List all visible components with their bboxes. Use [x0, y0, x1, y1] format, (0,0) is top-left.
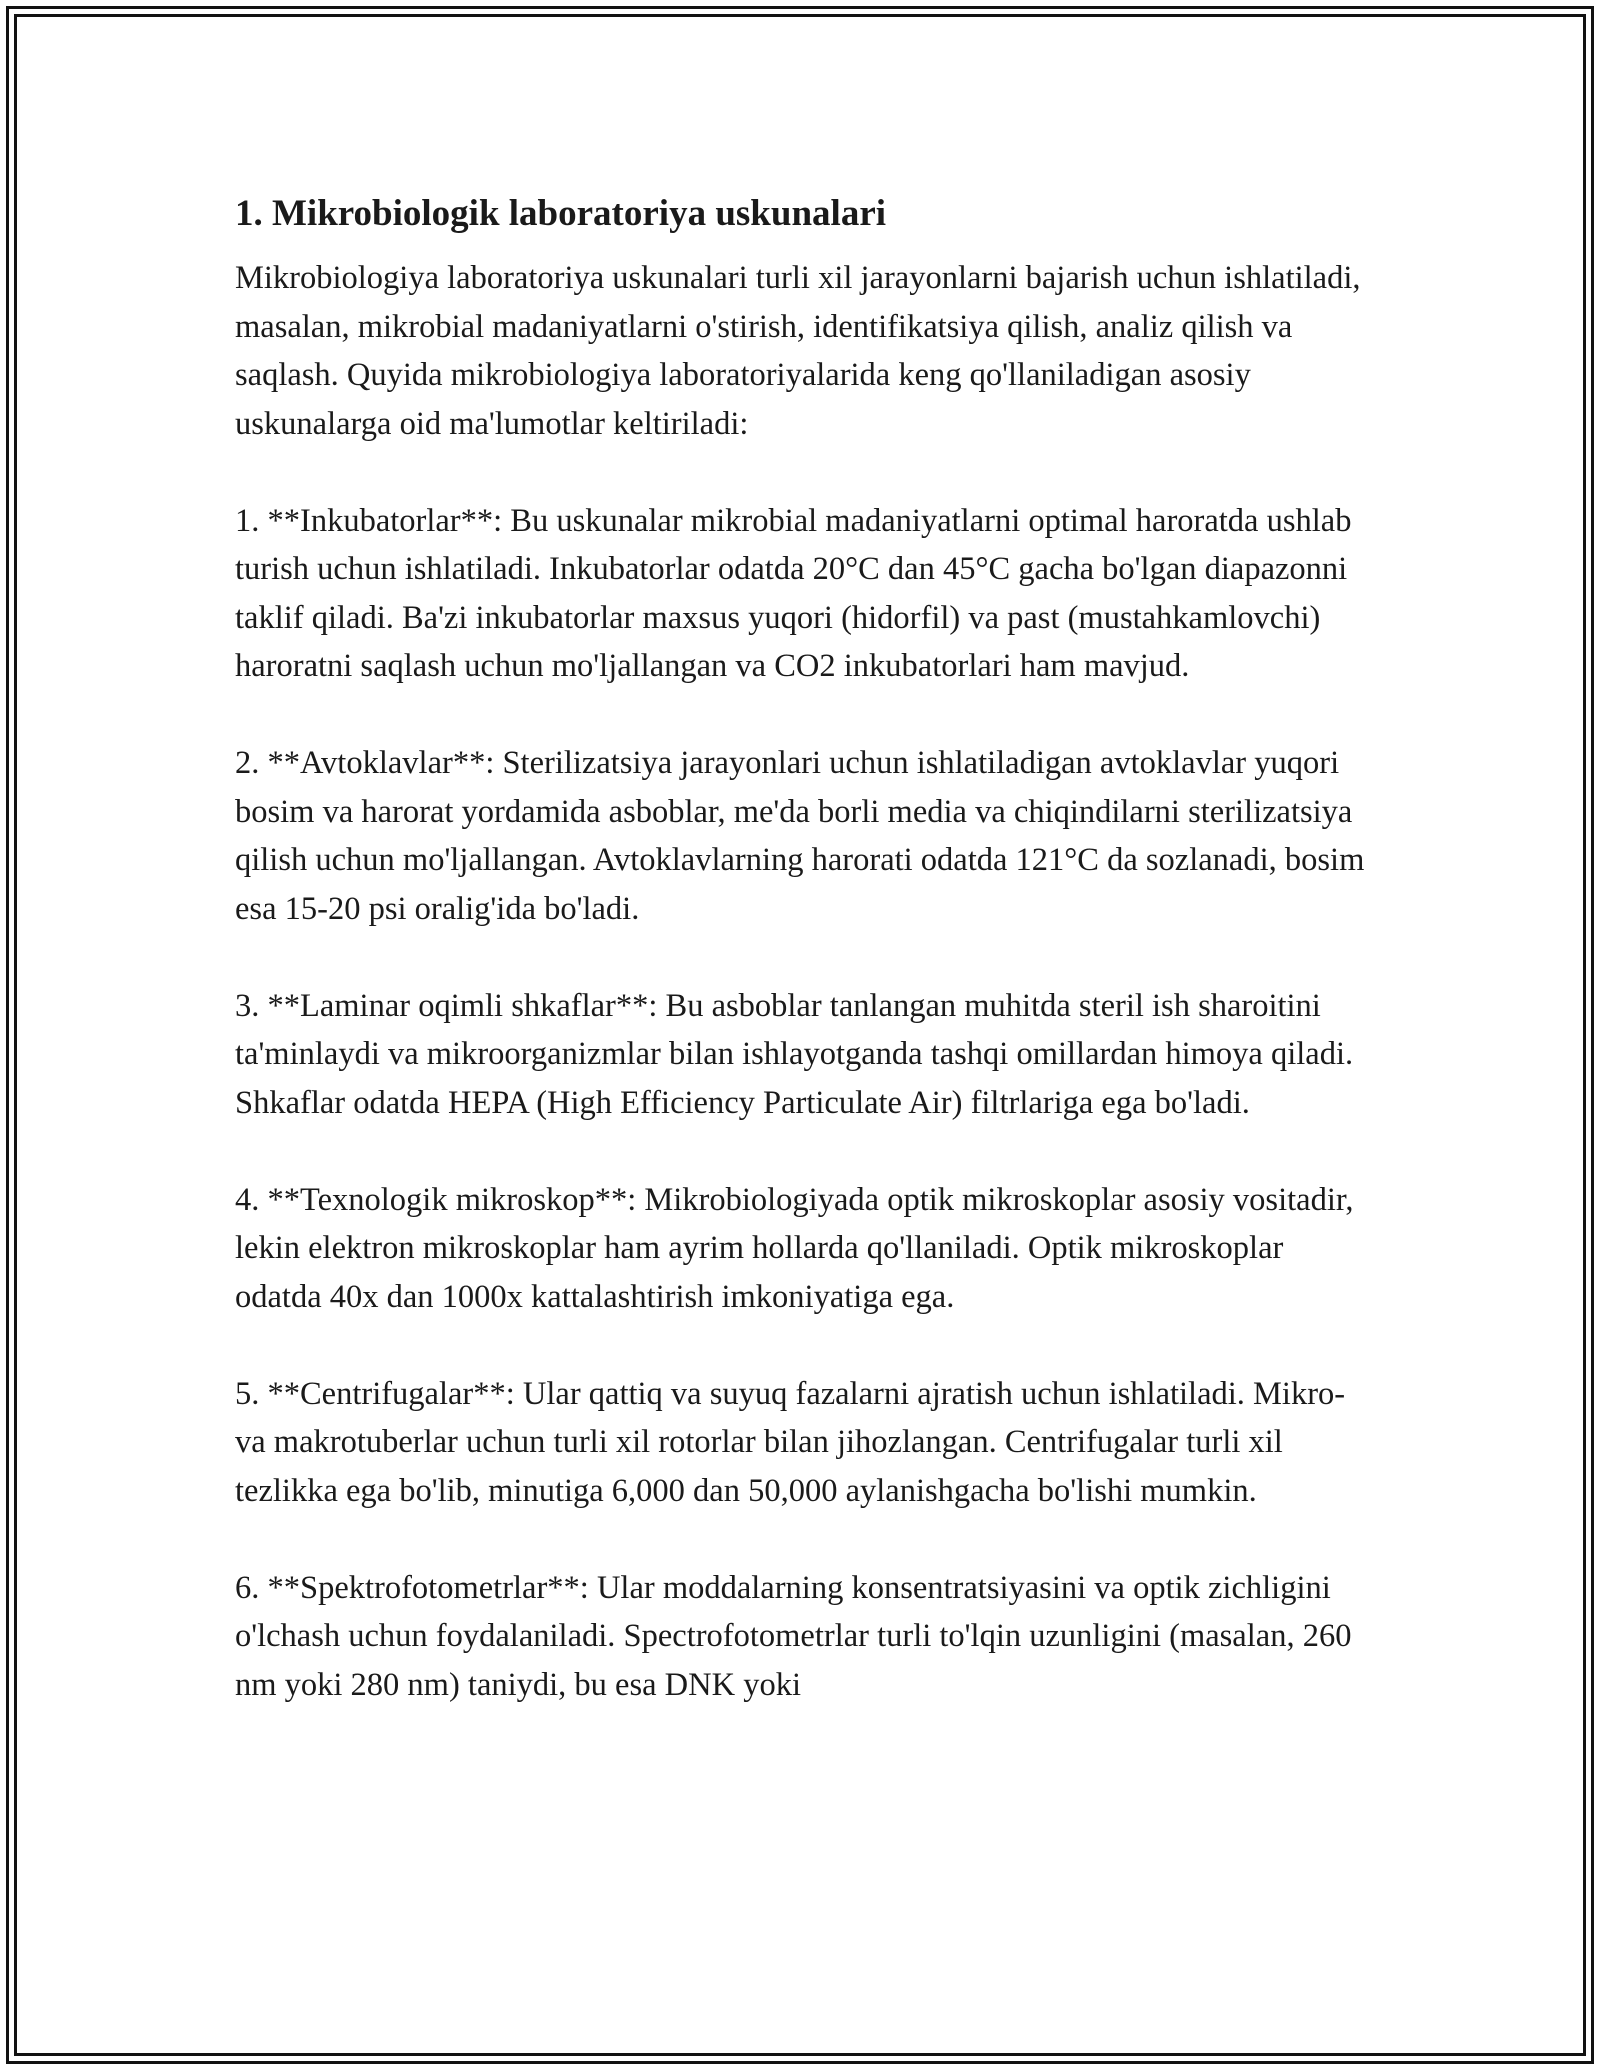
list-item-centrifuges: 5. **Centrifugalar**: Ular qattiq va suyuq fazalarni ajratish uchun ishlatiladi. Mikro- va makrotuberlar uchun turli xil rotorlar bilan jihozlangan. Centrifugalar turli xil tezlikka ega bo'lib, minutiga 6,000 dan 50,000 aylanishgacha bo'lishi mumkin. [235, 1375, 1346, 1509]
list-item-microscope: 4. **Texnologik mikroskop**: Mikrobiologiyada optik mikroskoplar asosiy vositadir, lekin elektron mikroskoplar ham ayrim hollarda qo'llaniladi. Optik mikroskoplar odatda 40x dan 1000x kattalashtirish imkoniyatiga ega. [235, 1181, 1354, 1315]
list-item-incubators: 1. **Inkubatorlar**: Bu uskunalar mikrobial madaniyatlarni optimal haroratda ushlab turish uchun ishlatiladi. Inkubatorlar odatda 20°C dan 45°C gacha bo'lgan diapazonni taklif qiladi. Ba'zi inkubatorlar maxsus yuqori (hidorfil) va past (mustahkamlovchi) haroratni saqlash uchun mo'ljallangan va CO2 inkubatorlari ham mavjud. [235, 502, 1352, 684]
document-body [235, 188, 1375, 1709]
list-item-laminar-flow-cabinets: 3. **Laminar oqimli shkaflar**: Bu asboblar tanlangan muhitda steril ish sharoitini ta'minlaydi va mikroorganizmlar bilan ishlayotganda tashqi omillardan himoya qiladi. Shkaflar odatda HEPA (High Efficiency Particulate Air) filtrlariga ega bo'ladi. [235, 987, 1354, 1121]
intro-paragraph: Mikrobiologiya laboratoriya uskunalari turli xil jarayonlarni bajarish uchun ishlatiladi, masalan, mikrobial madaniyatlarni o'stirish, identifikatsiya qilish, analiz qilish va saqlash. Quyida mikrobiologiya laboratoriyalarida keng qo'llaniladigan asosiy uskunalarga oid ma'lumotlar keltiriladi: [235, 260, 1361, 442]
list-item-spectrophotometers: 6. **Spektrofotometrlar**: Ular moddalarning konsentratsiyasini va optik zichligini o'lchash uchun foydalaniladi. Spectrofotometrlar turli to'lqin uzunligini (masalan, 260 nm yoki 280 nm) taniydi, bu esa DNK yoki [235, 1569, 1352, 1703]
section-heading: 1. Mikrobiologik laboratoriya uskunalari [235, 193, 887, 234]
list-item-autoclaves: 2. **Avtoklavlar**: Sterilizatsiya jarayonlari uchun ishlatiladigan avtoklavlar yuqori bosim va harorat yordamida asboblar, me'da borli media va chiqindilarni sterilizatsiya qilish uchun mo'ljallangan. Avtoklavlarning harorati odatda 121°C da sozlanadi, bosim esa 15-20 psi oralig'ida bo'ladi. [235, 745, 1365, 927]
